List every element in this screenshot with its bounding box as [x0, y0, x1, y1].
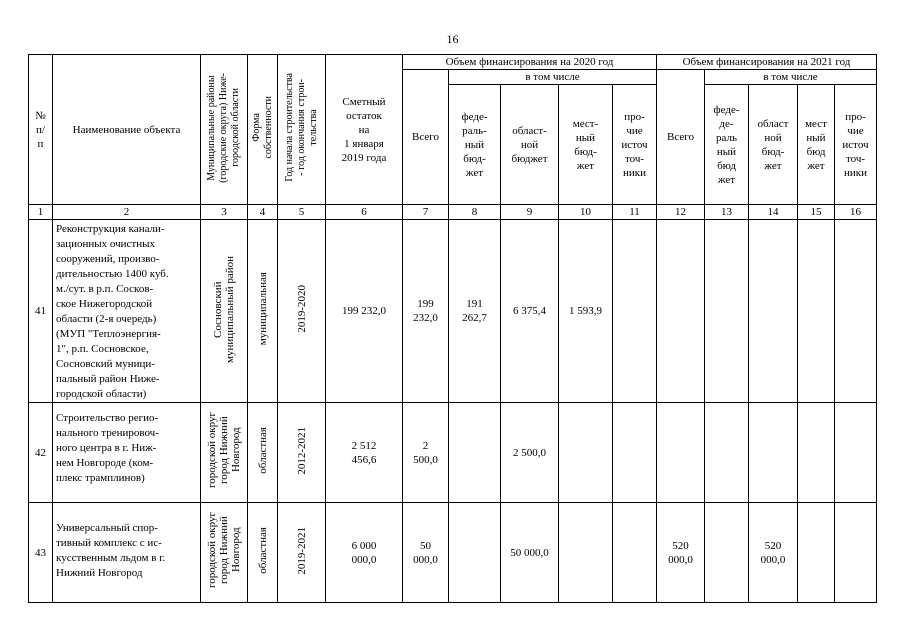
- header-object-name: Наименование объекта: [53, 55, 201, 205]
- balance: 6 000 000,0: [326, 503, 403, 603]
- other-2021: [835, 503, 877, 603]
- header-federal-2021: феде- де- раль ный бюд жет: [705, 85, 749, 205]
- regional-2021: [749, 403, 798, 503]
- header-total-2020: Всего: [403, 70, 449, 205]
- table-row: [29, 220, 877, 403]
- header-local-2020: мест- ный бюд- жет: [559, 85, 613, 205]
- header-financing-2021: Объем финансирования на 2021 год: [657, 55, 877, 70]
- column-number: 13: [705, 205, 749, 220]
- object-name: Реконструкция канали- зационных очистных сооружений, произво- дительностью 1400 куб. м./сут. в р.п. Сосков- ское Нижегородской области (2-я очередь) (МУП "Теплоэнергия- 1", р.п. Сосновское, Сосновский муници- пальный район Ниже- городской области): [53, 220, 201, 403]
- district-cell: [201, 503, 248, 603]
- header-balance: Сметный остаток на 1 января 2019 года: [326, 55, 403, 205]
- column-number: 9: [501, 205, 559, 220]
- column-number: 8: [449, 205, 501, 220]
- column-number-row: [29, 205, 877, 220]
- district-cell: [201, 403, 248, 503]
- local-2020: [559, 403, 613, 503]
- header-other-2020: про- чие источ точ- ники: [613, 85, 657, 205]
- total-2020: 2 500,0: [403, 403, 449, 503]
- column-number: 14: [749, 205, 798, 220]
- column-number: 16: [835, 205, 877, 220]
- federal-2021: [705, 503, 749, 603]
- ownership: областная: [256, 527, 269, 574]
- page-number: 16: [446, 32, 459, 46]
- column-number: 15: [798, 205, 835, 220]
- district: городской округ город Нижний Новгород: [206, 512, 242, 589]
- local-2020: 1 593,9: [559, 220, 613, 403]
- header-including-2021: в том числе: [705, 70, 877, 85]
- balance: 2 512 456,6: [326, 403, 403, 503]
- local-2020: [559, 503, 613, 603]
- ownership-cell: [248, 403, 278, 503]
- balance: 199 232,0: [326, 220, 403, 403]
- row-number: 43: [29, 503, 53, 603]
- federal-2020: [449, 503, 501, 603]
- row-number: 42: [29, 403, 53, 503]
- years-cell: [278, 503, 326, 603]
- ownership-cell: [248, 220, 278, 403]
- ownership: муниципальная: [256, 272, 269, 346]
- regional-2020: 2 500,0: [501, 403, 559, 503]
- header-years: Год начала строительства - год окончания строи- тельства: [278, 55, 326, 205]
- total-2020: 199 232,0: [403, 220, 449, 403]
- header-total-2021: Всего: [657, 70, 705, 205]
- column-number: 2: [53, 205, 201, 220]
- header-including-2020: в том числе: [449, 70, 657, 85]
- federal-2020: 191 262,7: [449, 220, 501, 403]
- column-number: 7: [403, 205, 449, 220]
- table-row: [29, 503, 877, 603]
- total-2021: [657, 220, 705, 403]
- ownership: областная: [256, 427, 269, 474]
- header-financing-2020: Объем финансирования на 2020 год: [403, 55, 657, 70]
- header-regional-2020: област- ной бюджет: [501, 85, 559, 205]
- district-cell: [201, 220, 248, 403]
- column-number: 11: [613, 205, 657, 220]
- regional-2021: 520 000,0: [749, 503, 798, 603]
- total-2021: [657, 403, 705, 503]
- local-2021: [798, 503, 835, 603]
- object-name: Строительство регио- нального тренировоч- ного центра в г. Ниж- нем Новгороде (ком- плекс трамплинов): [53, 403, 201, 503]
- column-number: 3: [201, 205, 248, 220]
- district: городской округ город Нижний Новгород: [206, 412, 242, 489]
- district: Сосновский муниципальный район: [212, 255, 236, 363]
- financing-table: [28, 54, 877, 603]
- ownership-cell: [248, 503, 278, 603]
- years-cell: [278, 220, 326, 403]
- header-local-2021: мест ный бюд жет: [798, 85, 835, 205]
- column-number: 5: [278, 205, 326, 220]
- federal-2021: [705, 220, 749, 403]
- years: 2019-2021: [295, 526, 308, 575]
- regional-2020: 50 000,0: [501, 503, 559, 603]
- other-2020: [613, 503, 657, 603]
- local-2021: [798, 403, 835, 503]
- header-number: № п/ п: [29, 55, 53, 205]
- local-2021: [798, 220, 835, 403]
- other-2021: [835, 403, 877, 503]
- column-number: 4: [248, 205, 278, 220]
- column-number: 12: [657, 205, 705, 220]
- federal-2020: [449, 403, 501, 503]
- years: 2012-2021: [295, 426, 308, 475]
- header-federal-2020: феде- раль- ный бюд- жет: [449, 85, 501, 205]
- column-number: 1: [29, 205, 53, 220]
- other-2021: [835, 220, 877, 403]
- header-district: Муниципальные районы (городские округа) Ниже- городской области: [201, 55, 248, 205]
- header-regional-2021: област ной бюд- жет: [749, 85, 798, 205]
- regional-2021: [749, 220, 798, 403]
- header-other-2021: про- чие источ точ- ники: [835, 85, 877, 205]
- column-number: 10: [559, 205, 613, 220]
- years: 2019-2020: [295, 285, 308, 333]
- total-2021: 520 000,0: [657, 503, 705, 603]
- other-2020: [613, 220, 657, 403]
- years-cell: [278, 403, 326, 503]
- federal-2021: [705, 403, 749, 503]
- header-ownership: Форма собственности: [248, 55, 278, 205]
- table-row: [29, 403, 877, 503]
- object-name: Универсальный спор- тивный комплекс с ис- кусственным льдом в г. Нижний Новгород: [53, 503, 201, 603]
- other-2020: [613, 403, 657, 503]
- column-number: 6: [326, 205, 403, 220]
- row-number: 41: [29, 220, 53, 403]
- regional-2020: 6 375,4: [501, 220, 559, 403]
- total-2020: 50 000,0: [403, 503, 449, 603]
